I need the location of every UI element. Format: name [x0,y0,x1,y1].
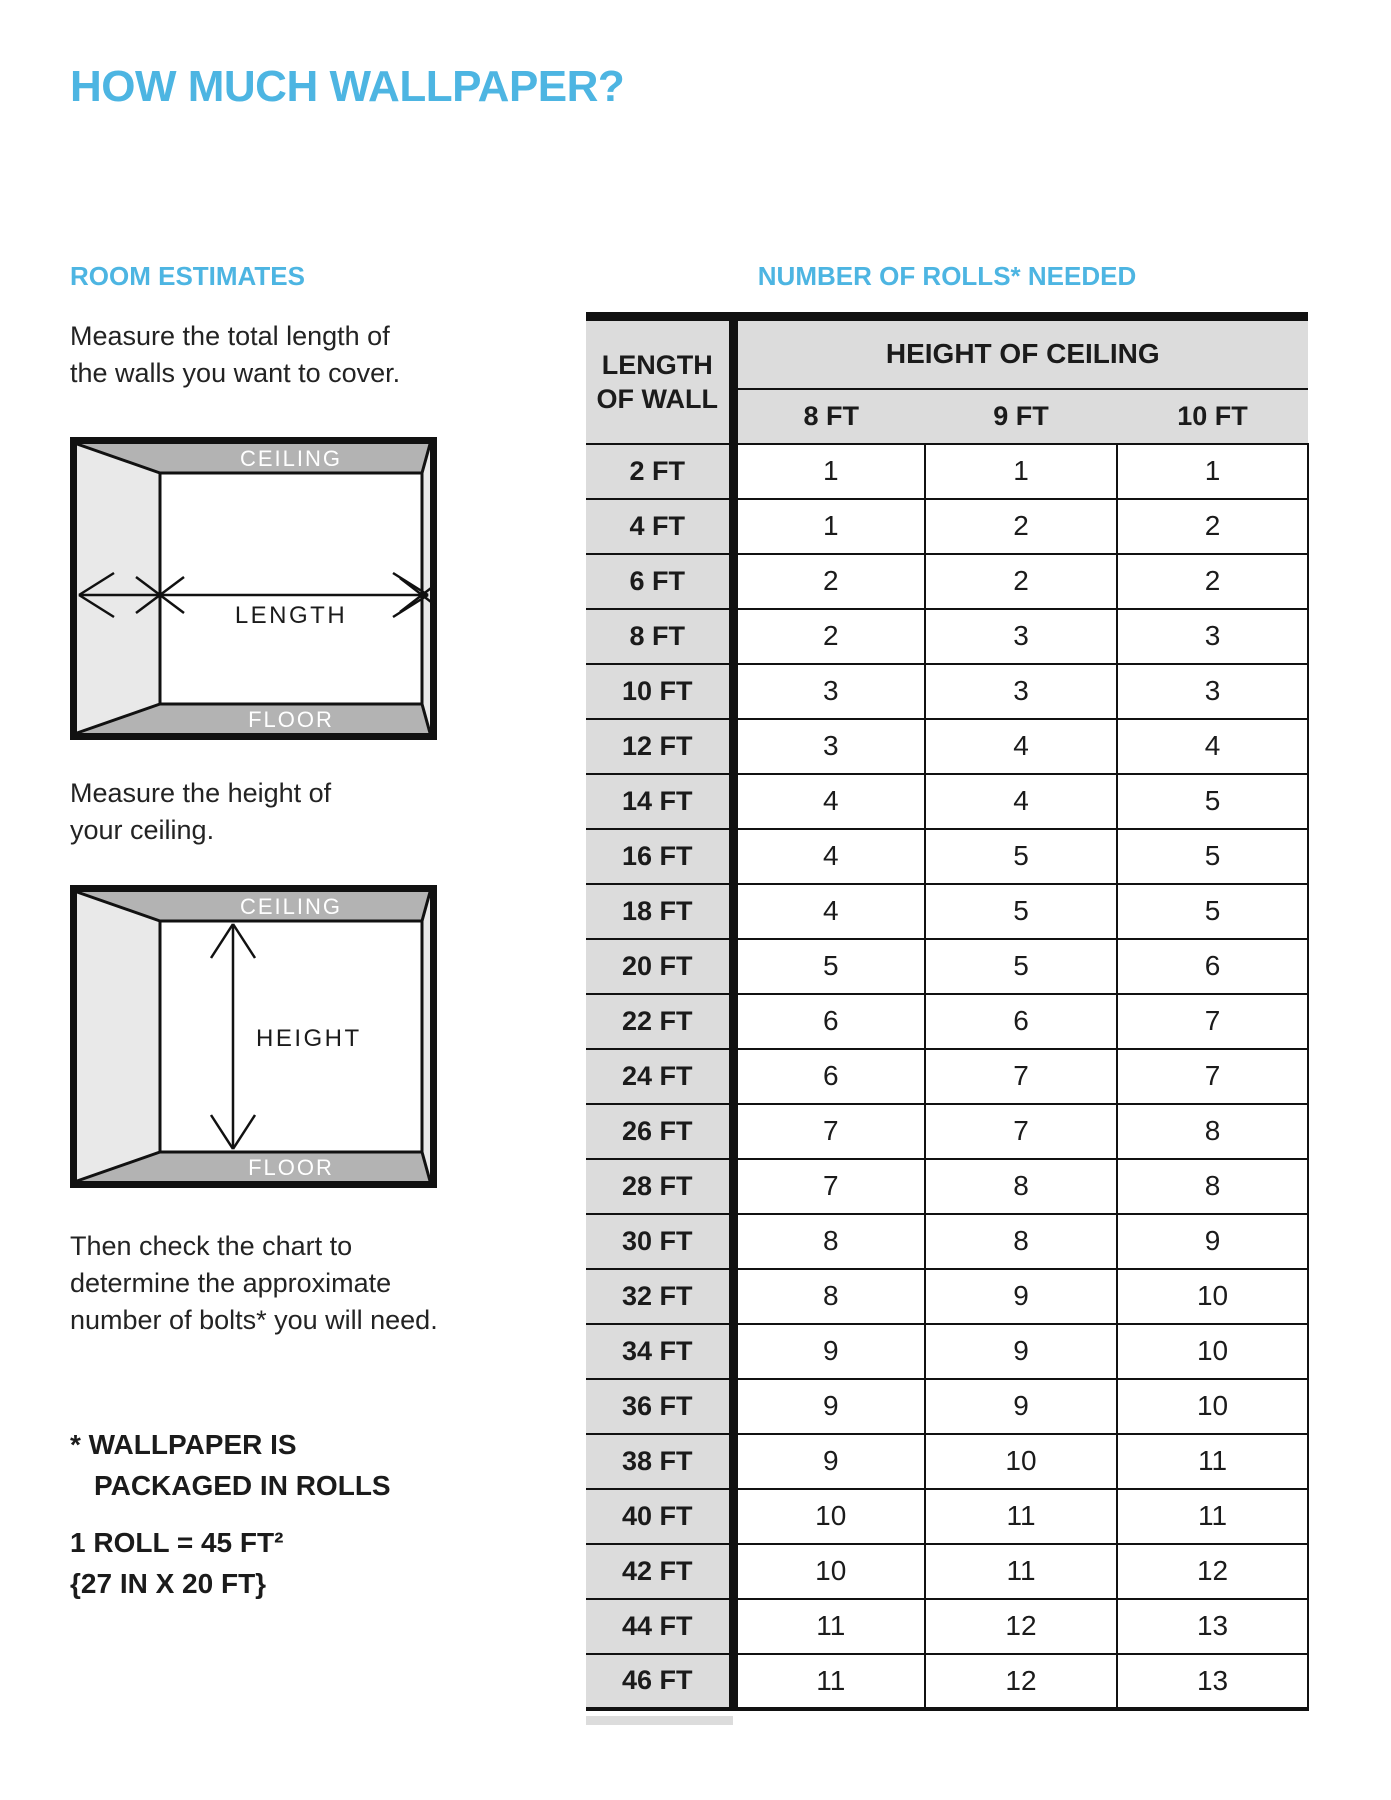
wall-length-cell: 34 FT [586,1324,733,1379]
table-header-row [586,317,1308,389]
rolls-value-cell: 8 [1117,1104,1308,1159]
column-header-8ft: 8 FT [733,389,925,444]
rolls-value-cell: 7 [925,1049,1117,1104]
rolls-value-cell: 2 [733,554,925,609]
rolls-value-cell: 8 [1117,1159,1308,1214]
rolls-value-cell: 8 [733,1269,925,1324]
rolls-needed-heading: NUMBER OF ROLLS* NEEDED [757,261,1137,291]
ceiling-height-group-header: HEIGHT OF CEILING [733,317,1308,389]
table-row [586,1214,1308,1269]
rolls-value-cell: 4 [733,884,925,939]
ceiling-height-diagram [70,885,437,1188]
table-row [586,1434,1308,1489]
rolls-value-cell: 9 [1117,1214,1308,1269]
rolls-table [586,312,1309,1711]
rolls-value-cell: 8 [733,1214,925,1269]
wall-length-cell: 20 FT [586,939,733,994]
table-row [586,1599,1308,1654]
rolls-value-cell: 2 [925,499,1117,554]
rolls-value-cell: 5 [925,939,1117,994]
rolls-value-cell: 4 [1117,719,1308,774]
rolls-value-cell: 11 [733,1599,925,1654]
wall-length-cell: 6 FT [586,554,733,609]
rolls-value-cell: 6 [733,1049,925,1104]
wall-length-cell: 40 FT [586,1489,733,1544]
wall-length-cell: 18 FT [586,884,733,939]
floor-label: FLOOR [248,1155,334,1180]
table-row [586,1104,1308,1159]
table-footer-strip [586,1716,733,1725]
rolls-value-cell: 9 [925,1269,1117,1324]
rolls-value-cell: 5 [925,884,1117,939]
wall-length-cell: 44 FT [586,1599,733,1654]
rolls-value-cell: 1 [1117,444,1308,499]
roll-size-line: {27 IN X 20 FT} [70,1568,267,1599]
wall-length-cell: 26 FT [586,1104,733,1159]
instruction-line: Then check the chart to [70,1231,353,1261]
instruction-step-3 [70,1228,438,1339]
rolls-value-cell: 5 [733,939,925,994]
rolls-value-cell: 6 [733,994,925,1049]
rolls-value-cell: 9 [925,1379,1117,1434]
table-row [586,444,1308,499]
wall-length-cell: 38 FT [586,1434,733,1489]
table-row [586,499,1308,554]
rolls-value-cell: 10 [1117,1324,1308,1379]
instruction-line: Measure the total length of [70,321,390,351]
footnote-line: * WALLPAPER IS [70,1429,297,1460]
rolls-value-cell: 4 [925,774,1117,829]
rolls-value-cell: 10 [733,1544,925,1599]
rolls-value-cell: 11 [925,1544,1117,1599]
wall-length-cell: 14 FT [586,774,733,829]
rolls-value-cell: 6 [1117,939,1308,994]
instruction-step-2 [70,775,331,849]
rolls-value-cell: 3 [733,719,925,774]
rolls-value-cell: 8 [925,1214,1117,1269]
wall-length-cell: 28 FT [586,1159,733,1214]
room-length-diagram [70,437,437,740]
rolls-value-cell: 11 [1117,1489,1308,1544]
wall-length-cell: 36 FT [586,1379,733,1434]
rolls-value-cell: 9 [733,1434,925,1489]
column-header-10ft: 10 FT [1117,389,1308,444]
roll-size-info [70,1522,283,1604]
table-row [586,829,1308,884]
wallpaper-rolls-footnote [70,1424,391,1506]
rolls-value-cell: 2 [925,554,1117,609]
rolls-value-cell: 13 [1117,1599,1308,1654]
rolls-value-cell: 3 [733,664,925,719]
instruction-line: Measure the height of [70,778,332,808]
instruction-line: number of bolts* you will need. [70,1305,438,1335]
ceiling-label: CEILING [239,446,343,471]
wall-length-cell: 30 FT [586,1214,733,1269]
wall-length-cell: 42 FT [586,1544,733,1599]
table-row [586,1544,1308,1599]
table-row [586,719,1308,774]
table-row [586,939,1308,994]
wall-length-cell: 8 FT [586,609,733,664]
header-line: LENGTH [601,349,713,380]
rolls-value-cell: 5 [1117,774,1308,829]
table-row [586,664,1308,719]
rolls-value-cell: 12 [925,1599,1117,1654]
table-row [586,1159,1308,1214]
table-row [586,994,1308,1049]
table-row [586,1654,1308,1709]
header-line: OF WALL [596,383,718,414]
table-row [586,884,1308,939]
instruction-step-1 [70,318,400,392]
rolls-value-cell: 7 [733,1104,925,1159]
floor-label: FLOOR [248,707,334,732]
height-label: HEIGHT [256,1025,362,1052]
rolls-value-cell: 7 [733,1159,925,1214]
length-label: LENGTH [234,602,348,629]
rolls-value-cell: 5 [1117,829,1308,884]
table-row [586,1269,1308,1324]
table-row [586,1489,1308,1544]
wall-length-cell: 2 FT [586,444,733,499]
table-row [586,554,1308,609]
rolls-value-cell: 1 [733,499,925,554]
wall-length-cell: 10 FT [586,664,733,719]
rolls-value-cell: 10 [1117,1379,1308,1434]
wall-length-cell: 22 FT [586,994,733,1049]
rolls-value-cell: 5 [925,829,1117,884]
rolls-value-cell: 2 [1117,499,1308,554]
rolls-value-cell: 4 [925,719,1117,774]
instruction-line: the walls you want to cover. [70,358,401,388]
rolls-value-cell: 1 [733,444,925,499]
page-title: HOW MUCH WALLPAPER? [70,62,625,111]
table-row [586,1049,1308,1104]
rolls-value-cell: 3 [925,609,1117,664]
rolls-value-cell: 2 [733,609,925,664]
table-row [586,609,1308,664]
rolls-value-cell: 10 [1117,1269,1308,1324]
wall-length-cell: 4 FT [586,499,733,554]
room-estimates-heading: ROOM ESTIMATES [70,261,305,291]
rolls-value-cell: 7 [925,1104,1117,1159]
rolls-value-cell: 12 [1117,1544,1308,1599]
wall-length-cell: 24 FT [586,1049,733,1104]
wall-length-header-cell [586,317,733,444]
rolls-value-cell: 10 [733,1489,925,1544]
table-row [586,1324,1308,1379]
instruction-line: your ceiling. [70,815,215,845]
wall-length-cell: 16 FT [586,829,733,884]
rolls-value-cell: 4 [733,774,925,829]
table-row [586,774,1308,829]
rolls-value-cell: 11 [733,1654,925,1709]
rolls-value-cell: 7 [1117,1049,1308,1104]
rolls-value-cell: 2 [1117,554,1308,609]
rolls-value-cell: 12 [925,1654,1117,1709]
rolls-value-cell: 3 [1117,609,1308,664]
column-header-9ft: 9 FT [925,389,1117,444]
rolls-value-cell: 5 [1117,884,1308,939]
rolls-value-cell: 3 [1117,664,1308,719]
roll-size-line: 1 ROLL = 45 FT² [70,1527,284,1558]
rolls-value-cell: 7 [1117,994,1308,1049]
rolls-value-cell: 9 [733,1379,925,1434]
left-wall [77,892,160,1181]
wall-length-cell: 46 FT [586,1654,733,1709]
rolls-value-cell: 8 [925,1159,1117,1214]
rolls-value-cell: 11 [925,1489,1117,1544]
rolls-table-body [586,444,1308,1709]
rolls-value-cell: 6 [925,994,1117,1049]
back-wall [160,473,422,704]
rolls-value-cell: 11 [1117,1434,1308,1489]
rolls-value-cell: 9 [733,1324,925,1379]
rolls-value-cell: 1 [925,444,1117,499]
rolls-value-cell: 4 [733,829,925,884]
ceiling-label: CEILING [239,894,343,919]
rolls-value-cell: 3 [925,664,1117,719]
wall-length-cell: 32 FT [586,1269,733,1324]
instruction-line: determine the approximate [70,1268,392,1298]
table-row [586,1379,1308,1434]
rolls-value-cell: 9 [925,1324,1117,1379]
rolls-value-cell: 10 [925,1434,1117,1489]
footnote-line: PACKAGED IN ROLLS [94,1470,391,1501]
wall-length-cell: 12 FT [586,719,733,774]
rolls-value-cell: 13 [1117,1654,1308,1709]
